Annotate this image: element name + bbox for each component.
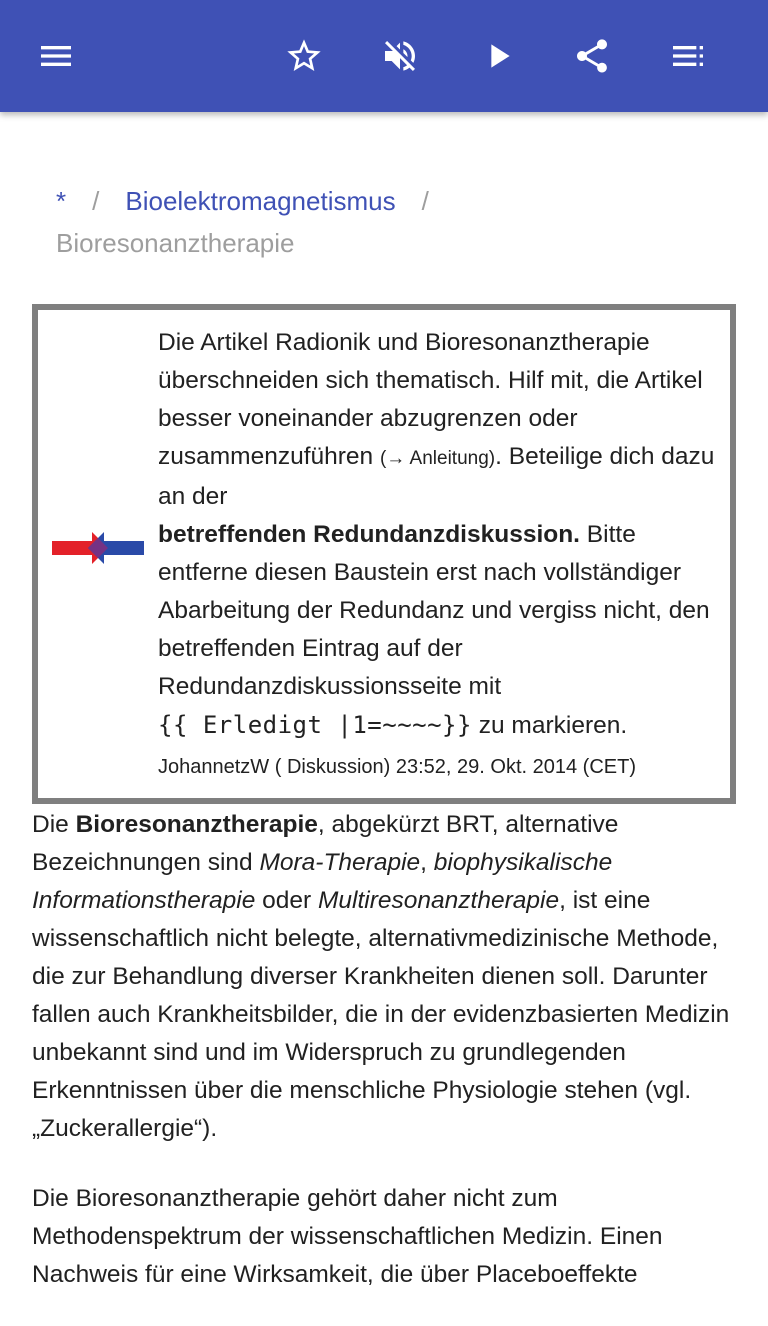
playlist-icon[interactable] — [660, 28, 716, 84]
breadcrumb — [56, 180, 736, 264]
redundancy-arrows-icon — [52, 528, 144, 568]
article-paragraph: Die Bioresonanztherapie gehört daher nicht zum Methodenspektrum der wissenschaftlichen Medizin. Einen Nachweis für eine Wirksamkeit, die über Placeboeffekte — [32, 1185, 663, 1288]
notice-text-segment: überschneiden sich thematisch. Hilf mit, die Artikel besser voneinander abzugrenzen oder zusammenzuführen — [158, 367, 703, 470]
notice-text-segment: zu markieren. — [471, 712, 628, 739]
anleitung-link[interactable]: (→ Anleitung) — [379, 448, 496, 469]
article-paragraph — [32, 806, 736, 1148]
article-text-segment: , ist eine wissenschaftlich nicht belegte, alternativmedizinische Methode, die zur Behandlung diverser Krankheiten dienen soll. Darunter fallen auch Krankheitsbilder, die in der evidenzbasierten Medizin unbekannt sind und im Widerspruch zu grundlegenden Erkenntnissen über die menschliche Physiologie stehen (vgl. „Zuckerallergie“). — [32, 887, 730, 1142]
article-alt-name: biophysikalische Informationstherapie — [32, 849, 613, 914]
article-text-segment: , abgekürzt BRT, alternative Bezeichnungen sind — [32, 811, 619, 876]
app-toolbar — [0, 0, 768, 112]
signature-talk-link[interactable]: ( Diskussion) — [269, 756, 391, 778]
radionik-link[interactable]: Radionik — [275, 329, 371, 356]
star-outline-icon[interactable] — [276, 28, 332, 84]
signature — [158, 749, 718, 785]
breadcrumb-separator: / — [92, 186, 100, 216]
bioresonanztherapie-link[interactable]: Bioresonanztherapie — [424, 329, 650, 356]
volume-off-icon[interactable] — [372, 28, 428, 84]
article-text-segment: Die — [32, 811, 76, 838]
redundancy-discussion-link[interactable]: betreffenden Redundanzdiskussion. — [158, 521, 580, 548]
article-alt-name: Mora-Therapie — [259, 849, 421, 876]
article-alt-name: Multiresonanztherapie — [318, 887, 560, 914]
breadcrumb-root-link[interactable]: * — [56, 186, 67, 216]
notice-text-segment: Bitte entferne diesen Baustein erst nach vollständiger Abarbeitung der Redundanz und vergiss nicht, den betreffenden Eintrag auf der Redundanzdiskussionsseite mit — [158, 521, 710, 700]
play-icon[interactable] — [470, 28, 526, 84]
redundancy-notice — [32, 304, 736, 804]
article-title-bold: Bioresonanztherapie — [75, 811, 318, 838]
breadcrumb-separator: / — [421, 186, 429, 216]
breadcrumb-parent-link[interactable]: Bioelektromagnetismus — [125, 186, 396, 216]
notice-text — [158, 324, 718, 785]
signature-timestamp: 23:52, 29. Okt. 2014 (CET) — [390, 756, 636, 778]
notice-text-segment: und — [370, 329, 425, 356]
erledigt-code: {{ Erledigt |1=~~~~}} — [158, 711, 472, 739]
notice-text-segment: . Beteilige dich dazu an der — [158, 443, 715, 510]
article-body — [32, 806, 736, 1326]
breadcrumb-current: Bioresonanztherapie — [56, 228, 295, 258]
article-text-segment: , — [420, 849, 434, 876]
share-icon[interactable] — [564, 28, 620, 84]
signature-user-link[interactable]: JohannetzW — [158, 756, 270, 778]
article-text-segment: oder — [255, 887, 319, 914]
menu-icon[interactable] — [28, 28, 84, 84]
notice-text-segment: Die Artikel — [158, 329, 276, 356]
